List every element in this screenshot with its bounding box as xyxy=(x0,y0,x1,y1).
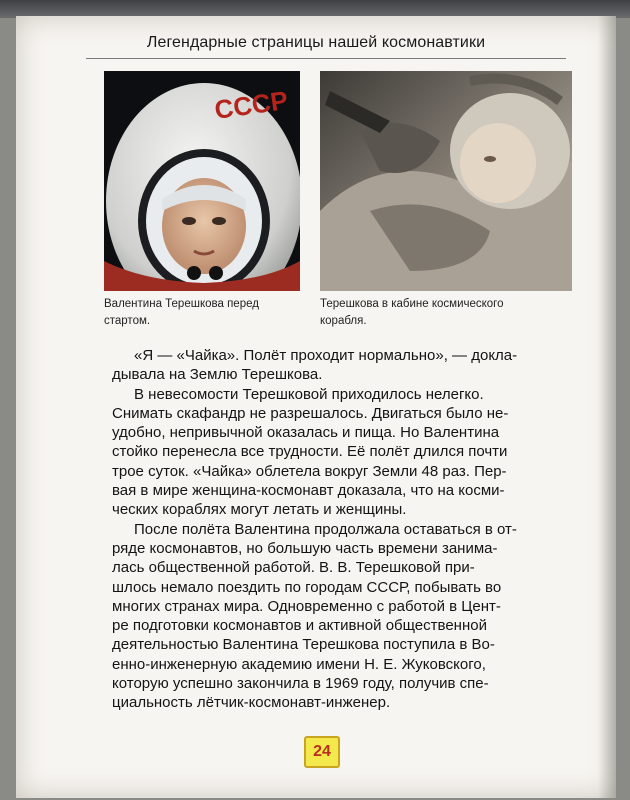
book-page xyxy=(16,16,616,798)
caption-photo-1 xyxy=(104,296,300,330)
caption-line: стартом. xyxy=(104,315,151,327)
paragraph-weightlessness xyxy=(112,385,576,520)
text-line: енно-инженерную академию имени Н. Е. Жуковского, xyxy=(112,655,486,673)
text-line: шлось немало поездить по городам СССР, побывать во xyxy=(112,578,502,596)
text-line: деятельностью Валентина Терешкова поступила в Во- xyxy=(112,636,495,654)
page-header: Легендарные страницы нашей космонавтики xyxy=(146,34,486,51)
text-line: которую успешно закончила в 1969 году, получив спе- xyxy=(112,675,489,693)
helmet-cccp-text: СССР xyxy=(212,84,290,125)
text-line: ре подготовки космонавтов и активной общественной xyxy=(112,617,487,635)
caption-photo-2 xyxy=(320,296,572,330)
text-line: После полёта Валентина продолжала оставаться в от- xyxy=(134,520,517,538)
text-line: дывала на Землю Терешкова. xyxy=(112,366,323,384)
photo-tereshkova-helmet xyxy=(104,71,300,291)
text-line: Снимать скафандр не разрешалось. Двигаться было не- xyxy=(112,404,509,422)
caption-line: Терешкова в кабине космического xyxy=(320,298,504,310)
text-line: удобно, непривычной оказалась и пища. Но Валентина xyxy=(112,424,500,442)
page-edge-shadow xyxy=(598,16,616,798)
text-line: стойко перенесла все трудности. Её полёт длился почти xyxy=(112,443,508,461)
text-line: В невесомости Терешковой приходилось нелегко. xyxy=(134,385,484,403)
caption-line: корабля. xyxy=(320,315,367,327)
paragraph-after-flight xyxy=(112,520,576,713)
text-line: лась общественной работой. В. В. Терешковой при- xyxy=(112,559,475,577)
text-line: трое суток. «Чайка» облетела вокруг Земли 48 раз. Пер- xyxy=(112,462,507,480)
body-text xyxy=(112,346,576,713)
text-line: вая в мире женщина-космонавт доказала, что на косми- xyxy=(112,482,505,500)
text-line: циальность лётчик-космонавт-инженер. xyxy=(112,694,391,712)
caption-line: Валентина Терешкова перед xyxy=(104,298,259,310)
paragraph-quote xyxy=(112,346,576,385)
photo-tereshkova-cabin xyxy=(320,71,572,291)
text-line: многих странах мира. Одновременно с работой в Цент- xyxy=(112,597,501,615)
text-line: ряде космонавтов, но большую часть времени занима- xyxy=(112,539,498,557)
page-number: 24 xyxy=(304,736,340,768)
text-line: «Я — «Чайка». Полёт проходит нормально», — докла- xyxy=(134,347,518,364)
header-rule xyxy=(86,58,566,59)
text-line: ческих кораблях могут летать и женщины. xyxy=(112,501,407,519)
